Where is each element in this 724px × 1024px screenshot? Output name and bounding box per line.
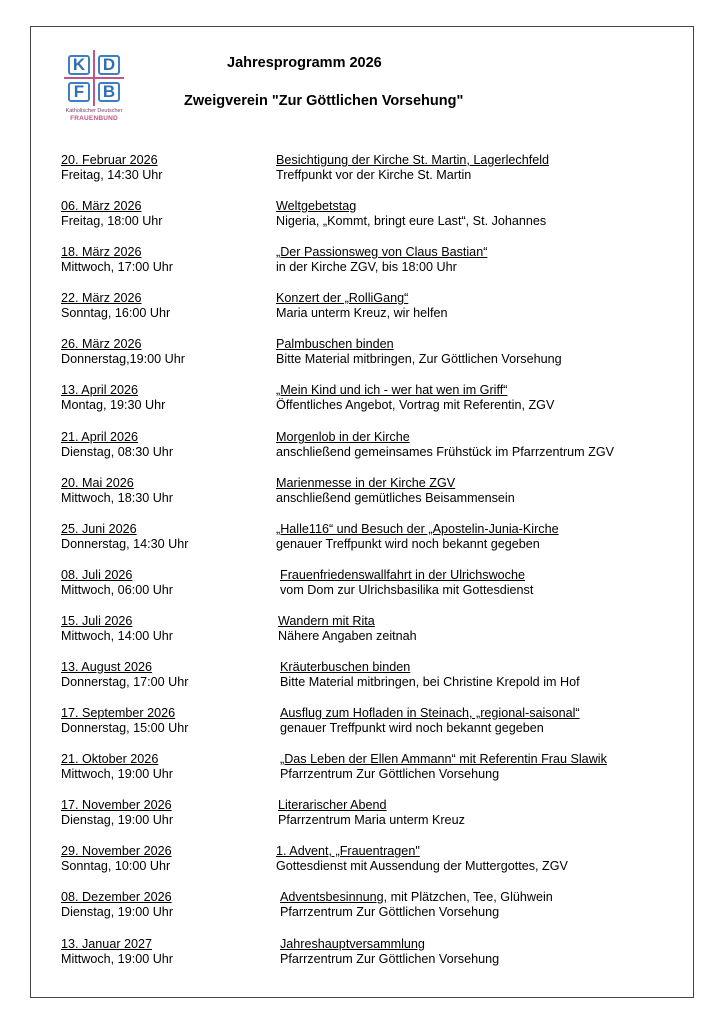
event-title-rest: mit Plätzchen, Tee, Glühwein: [387, 890, 553, 904]
event-description: Gottesdienst mit Aussendung der Muttergottes, ZGV: [276, 859, 568, 873]
event-description: Bitte Material mitbringen, bei Christine Krepold im Hof: [280, 675, 580, 689]
event-title: [280, 568, 525, 583]
event-title: [280, 752, 607, 767]
event-item: [0, 706, 724, 742]
event-title: [276, 522, 559, 537]
event-time: Freitag, 18:00 Uhr: [61, 214, 163, 228]
event-date: 26. März 2026: [61, 337, 142, 351]
event-title: [280, 660, 410, 675]
event-title-text: Wandern mit Rita: [278, 614, 375, 628]
event-date: 13. April 2026: [61, 383, 139, 397]
event-item: [0, 291, 724, 327]
event-title: [276, 291, 408, 306]
event-title-text: „Der Passionsweg von Claus Bastian“: [276, 245, 488, 259]
event-title: [276, 245, 487, 260]
event-title: [280, 937, 425, 952]
event-description: genauer Treffpunkt wird noch bekannt gegeben: [280, 721, 544, 735]
event-title: [280, 706, 580, 721]
event-time: Sonntag, 10:00 Uhr: [61, 859, 171, 873]
event-description: Öffentliches Angebot, Vortrag mit Referentin, ZGV: [276, 398, 555, 412]
event-title: [280, 890, 553, 905]
event-title: [278, 614, 375, 629]
event-item: [0, 752, 724, 788]
event-item: [0, 153, 724, 189]
event-title-text: Literarischer Abend: [278, 798, 387, 812]
event-title-text: Kräuterbuschen binden: [280, 660, 411, 674]
event-time: Mittwoch, 06:00 Uhr: [61, 583, 173, 597]
event-title-text: Besichtigung der Kirche St. Martin, Lagerlechfeld: [276, 153, 550, 167]
event-date: 22. März 2026: [61, 291, 142, 305]
event-title: [276, 199, 356, 214]
event-date: 13. Januar 2027: [61, 937, 153, 951]
logo-subtitle: Katholischer Deutscher: [65, 108, 123, 114]
logo-letter-b: B: [98, 82, 120, 102]
event-date: 15. Juli 2026: [61, 614, 133, 628]
event-title-text: Frauenfriedenswallfahrt in der Ulrichswoche: [280, 568, 525, 582]
event-time: Mittwoch, 17:00 Uhr: [61, 260, 173, 274]
event-item: [0, 430, 724, 466]
event-title-text: Marienmesse in der Kirche ZGV: [276, 476, 456, 490]
event-title: [276, 476, 455, 491]
event-time: Mittwoch, 18:30 Uhr: [61, 491, 173, 505]
event-title-text: „Halle116“ und Besuch der „Apostelin-Junia-Kirche: [276, 522, 559, 536]
event-description: in der Kirche ZGV, bis 18:00 Uhr: [276, 260, 457, 274]
event-item: [0, 522, 724, 558]
event-item: [0, 476, 724, 512]
event-description: genauer Treffpunkt wird noch bekannt gegeben: [276, 537, 540, 551]
event-description: Pfarrzentrum Maria unterm Kreuz: [278, 813, 465, 827]
event-date: 08. Juli 2026: [61, 568, 133, 582]
event-date: 20. Mai 2026: [61, 476, 134, 490]
page-title: Jahresprogramm 2026: [227, 55, 382, 71]
event-title-text: Morgenlob in der Kirche: [276, 430, 410, 444]
event-date: 17. September 2026: [61, 706, 176, 720]
event-description: Pfarrzentrum Zur Göttlichen Vorsehung: [280, 905, 500, 919]
event-item: [0, 937, 724, 973]
event-time: Donnerstag, 17:00 Uhr: [61, 675, 189, 689]
event-title-text: 1. Advent, „Frauentragen": [276, 844, 420, 858]
event-title-text: „Mein Kind und ich - wer hat wen im Griff“: [276, 383, 508, 397]
event-time: Donnerstag,19:00 Uhr: [61, 352, 185, 366]
event-title-text: Ausflug zum Hofladen in Steinach, „regional-saisonal“: [280, 706, 580, 720]
event-item: [0, 614, 724, 650]
event-title: [276, 153, 549, 168]
event-title-text: Jahreshauptversammlung: [280, 937, 425, 951]
event-description: Nähere Angaben zeitnah: [278, 629, 417, 643]
event-date: 25. Juni 2026: [61, 522, 137, 536]
event-description: vom Dom zur Ulrichsbasilika mit Gottesdienst: [280, 583, 534, 597]
event-item: [0, 844, 724, 880]
logo-letter-d: D: [98, 55, 120, 75]
event-description: Pfarrzentrum Zur Göttlichen Vorsehung: [280, 952, 500, 966]
event-title: [276, 430, 410, 445]
event-title: [278, 798, 387, 813]
event-title-text: Konzert der „RolliGang“: [276, 291, 409, 305]
event-time: Donnerstag, 14:30 Uhr: [61, 537, 189, 551]
event-date: 18. März 2026: [61, 245, 142, 259]
event-time: Dienstag, 19:00 Uhr: [61, 905, 174, 919]
kdfb-logo: [64, 50, 124, 124]
event-title: [276, 844, 420, 859]
event-description: Pfarrzentrum Zur Göttlichen Vorsehung: [280, 767, 500, 781]
logo-letter-k: K: [68, 55, 90, 75]
event-title-text: Adventsbesinnung,: [280, 890, 388, 904]
event-item: [0, 383, 724, 419]
event-title-text: Palmbuschen binden: [276, 337, 394, 351]
event-description: anschließend gemütliches Beisammensein: [276, 491, 515, 505]
event-item: [0, 245, 724, 281]
event-date: 13. August 2026: [61, 660, 153, 674]
event-date: 21. April 2026: [61, 430, 139, 444]
logo-cross-icon: [64, 50, 124, 106]
event-item: [0, 798, 724, 834]
event-description: Maria unterm Kreuz, wir helfen: [276, 306, 448, 320]
event-date: 06. März 2026: [61, 199, 142, 213]
event-item: [0, 660, 724, 696]
event-description: Nigeria, „Kommt, bringt eure Last“, St. Johannes: [276, 214, 547, 228]
event-time: Dienstag, 19:00 Uhr: [61, 813, 174, 827]
event-item: [0, 199, 724, 235]
event-time: Mittwoch, 19:00 Uhr: [61, 952, 173, 966]
event-description: Treffpunkt vor der Kirche St. Martin: [276, 168, 472, 182]
event-title: [276, 337, 394, 352]
event-time: Freitag, 14:30 Uhr: [61, 168, 163, 182]
event-date: 17. November 2026: [61, 798, 172, 812]
event-time: Montag, 19:30 Uhr: [61, 398, 166, 412]
event-date: 29. November 2026: [61, 844, 172, 858]
event-time: Dienstag, 08:30 Uhr: [61, 445, 174, 459]
event-description: anschließend gemeinsames Frühstück im Pfarrzentrum ZGV: [276, 445, 615, 459]
event-title-text: „Das Leben der Ellen Ammann“ mit Referentin Frau Slawik: [280, 752, 607, 766]
logo-letter-f: F: [68, 82, 90, 102]
page-subtitle: Zweigverein "Zur Göttlichen Vorsehung": [184, 93, 464, 109]
event-date: 21. Oktober 2026: [61, 752, 159, 766]
event-time: Donnerstag, 15:00 Uhr: [61, 721, 189, 735]
event-time: Mittwoch, 14:00 Uhr: [61, 629, 173, 643]
event-description: Bitte Material mitbringen, Zur Göttlichen Vorsehung: [276, 352, 562, 366]
event-time: Sonntag, 16:00 Uhr: [61, 306, 171, 320]
event-item: [0, 568, 724, 604]
logo-wordmark: FRAUENBUND: [70, 115, 118, 122]
event-item: [0, 337, 724, 373]
event-date: 08. Dezember 2026: [61, 890, 172, 904]
event-title: [276, 383, 507, 398]
event-title-text: Weltgebetstag: [276, 199, 357, 213]
event-time: Mittwoch, 19:00 Uhr: [61, 767, 173, 781]
event-item: [0, 890, 724, 926]
event-date: 20. Februar 2026: [61, 153, 158, 167]
